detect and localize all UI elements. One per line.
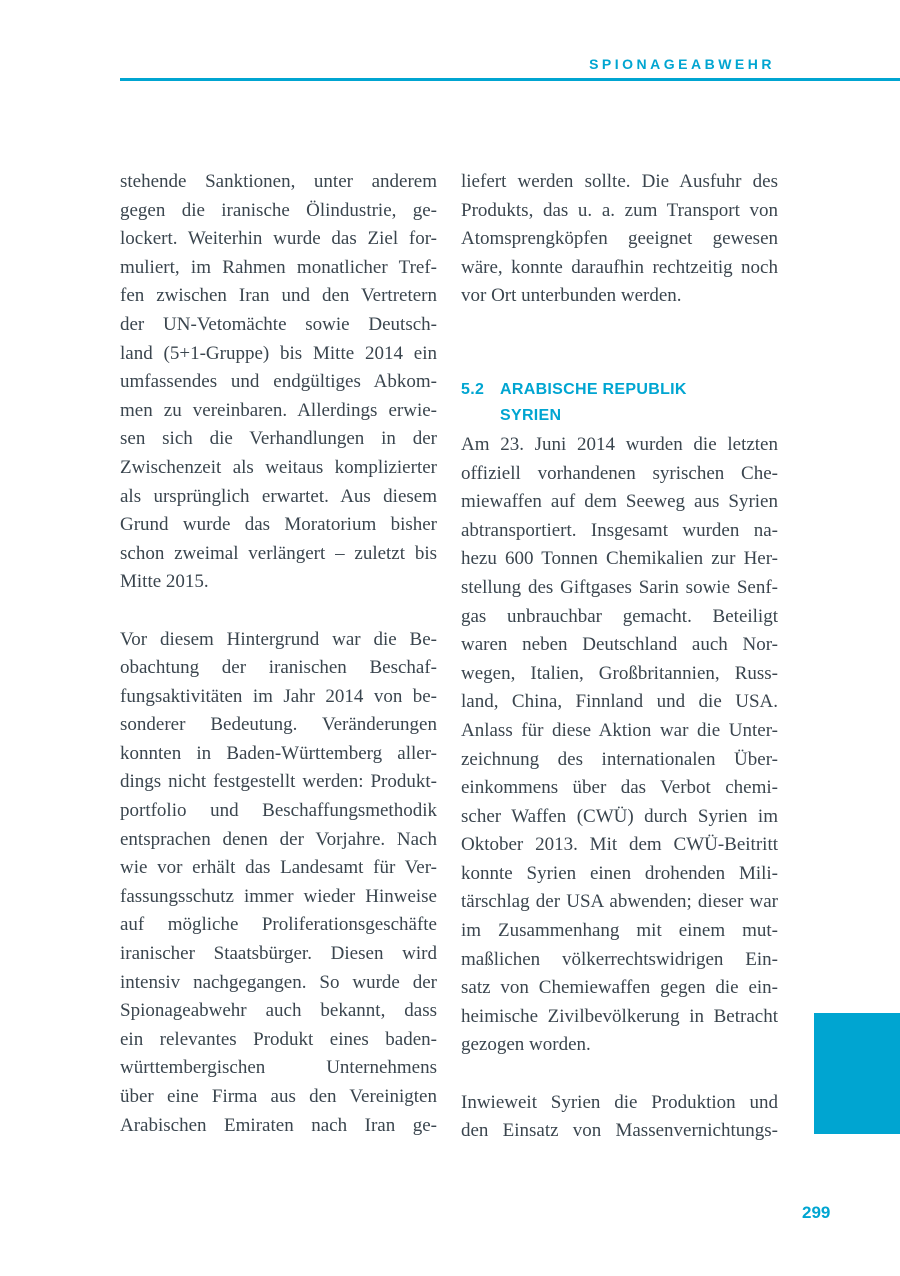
- paragraph: [461, 431, 778, 1060]
- section-number: 5.2: [461, 380, 485, 398]
- text-line: fassungsschutz immer wieder Hinweise: [120, 885, 437, 907]
- text-line: konnten in Baden-Württemberg aller-: [120, 742, 437, 764]
- text-line: wegen, Italien, Großbritannien, Russ-: [461, 662, 778, 684]
- text-line: als ursprünglich erwartet. Aus diesem: [120, 485, 437, 507]
- text-line: liefert werden sollte. Die Ausfuhr des: [461, 171, 778, 192]
- text-line: hezu 600 Tonnen Chemikalien zur Her-: [461, 548, 778, 570]
- text-line: Atomsprengköpfen geeignet gewesen: [461, 228, 778, 250]
- text-line: obachtung der iranischen Beschaf-: [120, 657, 437, 679]
- text-line: gegen die iranische Ölindustrie, ge-: [120, 199, 437, 221]
- text-line: land, China, Finnland und die USA.: [461, 691, 778, 713]
- paragraph: [461, 168, 778, 311]
- text-line: zeichnung des internationalen Über-: [461, 748, 778, 770]
- text-line: stehende Sanktionen, unter anderem: [120, 171, 437, 192]
- paragraph: [120, 626, 437, 1141]
- text-line: Zwischenzeit als weitaus komplizierter: [120, 456, 437, 478]
- header-rule: [120, 78, 900, 81]
- text-line: muliert, im Rahmen monatlicher Tref-: [120, 256, 437, 278]
- page-number: 299: [802, 1203, 831, 1222]
- section-heading-line: ARABISCHE REPUBLIK: [500, 380, 687, 398]
- text-line: portfolio und Beschaffungsmethodik: [120, 800, 437, 822]
- text-line: auf mögliche Proliferationsgeschäfte: [120, 914, 437, 936]
- text-line: schon zweimal verlängert – zuletzt bis: [120, 542, 437, 564]
- text-line: umfassendes und endgültiges Abkom-: [120, 371, 437, 393]
- text-line: Am 23. Juni 2014 wurden die letzten: [461, 433, 778, 455]
- section-heading-line: SYRIEN: [500, 406, 562, 424]
- running-header: SPIONAGEABWEHR: [589, 56, 775, 72]
- text-line: lockert. Weiterhin wurde das Ziel for-: [120, 228, 437, 250]
- text-line: offiziell vorhandenen syrischen Che-: [461, 462, 778, 484]
- text-line: gas unbrauchbar gemacht. Beteiligt: [461, 605, 778, 627]
- text-line: den Einsatz von Massenvernichtungs-: [461, 1120, 778, 1142]
- section-heading: [461, 377, 778, 429]
- text-line: iranischer Staatsbürger. Diesen wird: [120, 943, 437, 965]
- text-line: Inwieweit Syrien die Produktion und: [461, 1091, 778, 1113]
- text-line: Produkts, das u. a. zum Transport von: [461, 199, 778, 221]
- text-line: Oktober 2013. Mit dem CWÜ-Beitritt: [461, 834, 778, 856]
- text-line: miewaffen auf dem Seeweg aus Syrien: [461, 491, 778, 513]
- text-line: einkommens über das Verbot chemi-: [461, 777, 778, 799]
- text-line: men zu vereinbaren. Allerdings erwie-: [120, 399, 437, 421]
- text-line: Vor diesem Hintergrund war die Be-: [120, 628, 437, 650]
- text-line: land (5+1-Gruppe) bis Mitte 2014 ein: [120, 342, 437, 364]
- text-line: Mitte 2015.: [120, 571, 209, 593]
- text-line: tärschlag der USA abwenden; dieser war: [461, 891, 778, 913]
- text-line: fen zwischen Iran und den Vertretern: [120, 285, 437, 307]
- text-line: ein relevantes Produkt eines baden-: [120, 1028, 437, 1050]
- text-line: entsprachen denen der Vorjahre. Nach: [120, 828, 437, 850]
- text-line: waren neben Deutschland auch Nor-: [461, 634, 778, 656]
- text-line: über eine Firma aus den Vereinigten: [120, 1086, 437, 1107]
- section-title: [500, 377, 687, 429]
- text-line: sen sich die Verhandlungen in der: [120, 428, 437, 450]
- text-line: Arabischen Emiraten nach Iran ge-: [120, 1114, 437, 1136]
- left-column: [120, 168, 437, 1140]
- chapter-tab-marker: [814, 1013, 900, 1134]
- text-line: württembergischen Unternehmens: [120, 1057, 437, 1079]
- text-line: im Zusammenhang mit einem mut-: [461, 920, 778, 942]
- text-line: vor Ort unterbunden werden.: [461, 285, 682, 307]
- text-line: intensiv nachgegangen. So wurde der: [120, 971, 437, 993]
- text-line: scher Waffen (CWÜ) durch Syrien im: [461, 805, 778, 827]
- text-line: wie vor erhält das Landesamt für Ver-: [120, 857, 437, 879]
- text-line: gezogen worden.: [461, 1034, 591, 1056]
- text-line: Spionageabwehr auch bekannt, dass: [120, 1000, 437, 1022]
- text-line: maßlichen völkerrechtswidrigen Ein-: [461, 948, 778, 970]
- text-line: heimische Zivilbevölkerung in Betracht: [461, 1005, 778, 1027]
- text-line: Anlass für diese Aktion war die Unter-: [461, 719, 778, 741]
- right-column: [461, 168, 778, 1146]
- text-line: satz von Chemiewaffen gegen die ein-: [461, 977, 778, 999]
- text-line: der UN-Vetomächte sowie Deutsch-: [120, 313, 437, 335]
- text-line: wäre, konnte daraufhin rechtzeitig noch: [461, 256, 778, 278]
- paragraph: [461, 1089, 778, 1146]
- text-line: stellung des Giftgases Sarin sowie Senf-: [461, 576, 778, 598]
- text-line: konnte Syrien einen drohenden Mili-: [461, 862, 778, 884]
- text-line: Grund wurde das Moratorium bisher: [120, 514, 437, 536]
- text-line: dings nicht festgestellt werden: Produkt-: [120, 771, 437, 793]
- text-line: fungsaktivitäten im Jahr 2014 von be-: [120, 685, 437, 707]
- text-line: sonderer Bedeutung. Veränderungen: [120, 714, 437, 736]
- paragraph: [120, 168, 437, 597]
- text-line: abtransportiert. Insgesamt wurden na-: [461, 519, 778, 541]
